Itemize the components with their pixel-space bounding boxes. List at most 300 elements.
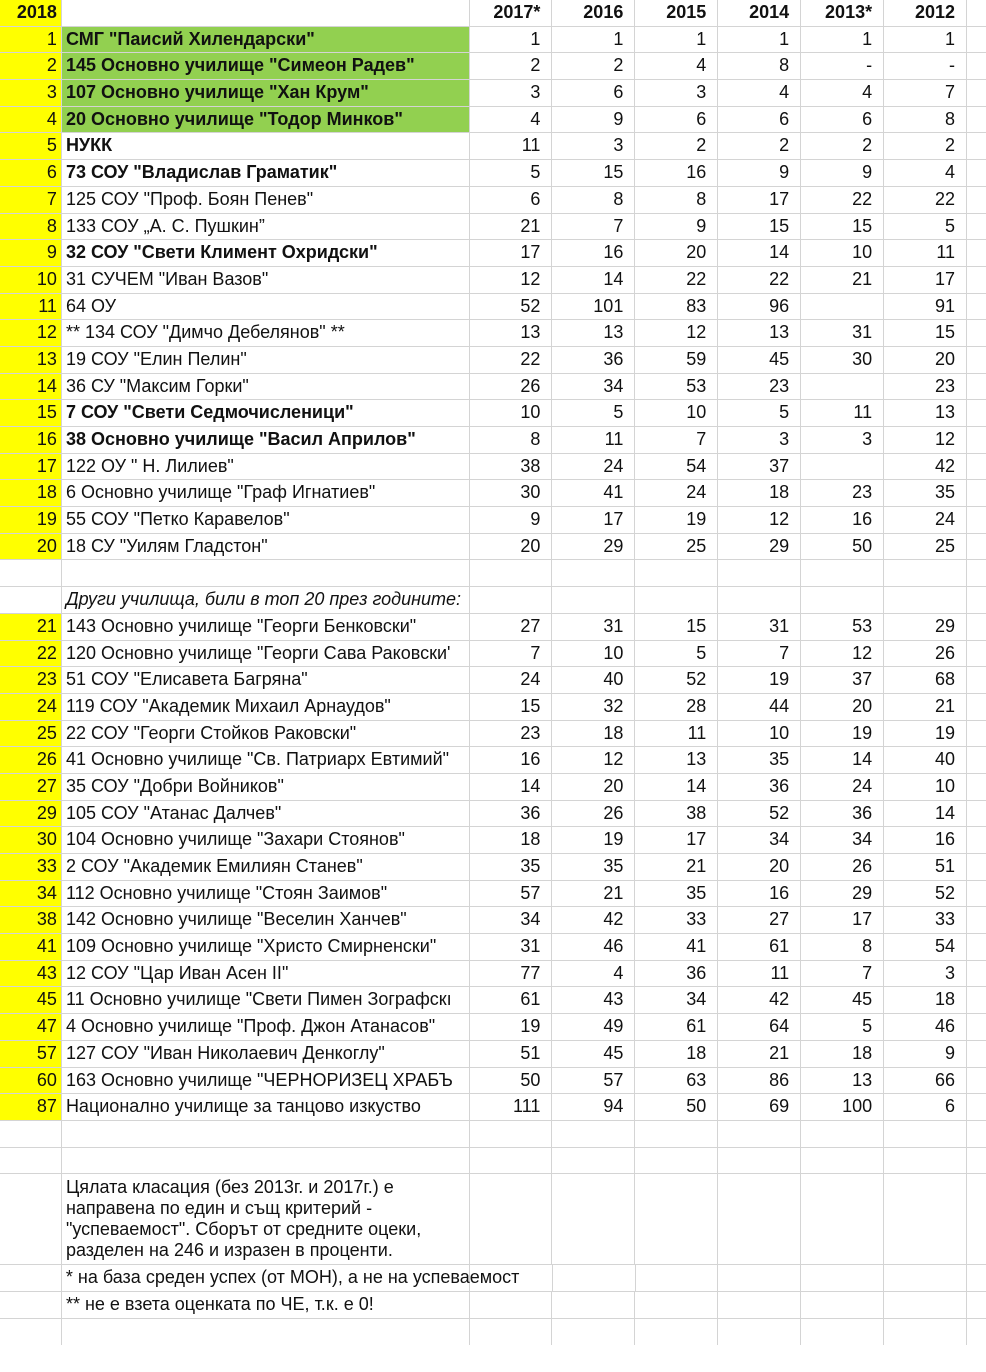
school-name-cell[interactable]: 12 СОУ "Цар Иван Асен II" [62,961,470,987]
rank-2014-cell[interactable]: 96 [718,294,801,320]
rank-2016-cell[interactable]: 6 [552,80,635,106]
rank-cell[interactable]: 1 [0,27,62,53]
rank-cell[interactable]: 14 [0,374,62,400]
rank-2013-cell[interactable]: 45 [801,987,884,1013]
rank-2012-cell[interactable]: 8 [884,107,967,133]
rank-cell[interactable]: 27 [0,774,62,800]
empty-cell[interactable] [635,1174,718,1264]
rank-2014-cell[interactable]: 23 [718,374,801,400]
empty-cell[interactable] [967,694,986,720]
rank-2014-cell[interactable]: 18 [718,480,801,506]
rank-2017-cell[interactable]: 77 [470,961,553,987]
rank-2017-cell[interactable]: 34 [470,907,553,933]
rank-2013-cell[interactable]: 13 [801,1068,884,1094]
empty-cell[interactable] [0,587,62,613]
rank-cell[interactable]: 60 [0,1068,62,1094]
empty-cell[interactable] [967,107,986,133]
methodology-note[interactable]: Цялата класация (без 2013г. и 2017г.) е направена по един и същ критерий - "успеваемост". Сборът от средните оцеки, разделен на 246 и изразен в проценти. [62,1174,470,1264]
rank-2012-cell[interactable]: 40 [884,747,967,773]
rank-2015-cell[interactable]: 18 [635,1041,718,1067]
school-name-cell[interactable]: 125 СОУ "Проф. Боян Пенев" [62,187,470,213]
empty-cell[interactable] [967,827,986,853]
school-name-cell[interactable]: 104 Основно училище "Захари Стоянов" [62,827,470,853]
rank-2012-cell[interactable]: 14 [884,801,967,827]
rank-2016-cell[interactable]: 32 [552,694,635,720]
rank-2014-cell[interactable]: 2 [718,133,801,159]
rank-2015-cell[interactable]: 54 [635,454,718,480]
school-name-cell[interactable]: 6 Основно училище "Граф Игнатиев" [62,480,470,506]
empty-cell[interactable] [0,1265,62,1291]
rank-2014-cell[interactable]: 14 [718,240,801,266]
rank-cell[interactable]: 29 [0,801,62,827]
rank-2012-cell[interactable]: 68 [884,667,967,693]
rank-2013-cell[interactable]: 8 [801,934,884,960]
empty-cell[interactable] [967,27,986,53]
rank-2013-cell[interactable]: 20 [801,694,884,720]
rank-2012-cell[interactable]: 3 [884,961,967,987]
rank-2016-cell[interactable]: 24 [552,454,635,480]
school-name-cell[interactable]: 107 Основно училище "Хан Крум" [62,80,470,106]
rank-2016-cell[interactable]: 49 [552,1014,635,1040]
rank-2012-cell[interactable]: 1 [884,27,967,53]
rank-2013-cell[interactable]: 53 [801,614,884,640]
rank-2016-cell[interactable]: 10 [552,641,635,667]
rank-2016-cell[interactable]: 4 [552,961,635,987]
school-name-cell[interactable]: НУКК [62,133,470,159]
rank-2017-cell[interactable]: 20 [470,534,553,560]
rank-2012-cell[interactable]: 25 [884,534,967,560]
rank-2012-cell[interactable]: 15 [884,320,967,346]
empty-cell[interactable] [552,1121,635,1147]
col-header-2015[interactable]: 2015 [635,0,718,26]
others-heading[interactable]: Други училища, били в топ 20 през годините: [62,587,470,613]
rank-2013-cell[interactable]: 100 [801,1094,884,1120]
school-name-cell[interactable]: 142 Основно училище "Веселин Ханчев" [62,907,470,933]
empty-cell[interactable] [884,1148,967,1174]
school-name-cell[interactable]: 22 СОУ "Георги Стойков Раковски" [62,721,470,747]
rank-2014-cell[interactable]: 17 [718,187,801,213]
rank-2014-cell[interactable]: 86 [718,1068,801,1094]
rank-2012-cell[interactable]: 18 [884,987,967,1013]
rank-2017-cell[interactable]: 2 [470,53,553,79]
empty-cell[interactable] [967,1292,986,1318]
rank-2015-cell[interactable]: 20 [635,240,718,266]
empty-cell[interactable] [967,881,986,907]
empty-cell[interactable] [718,587,801,613]
empty-cell[interactable] [967,0,986,26]
rank-2014-cell[interactable]: 31 [718,614,801,640]
empty-cell[interactable] [967,294,986,320]
school-name-cell[interactable]: 105 СОУ "Атанас Далчев" [62,801,470,827]
rank-2017-cell[interactable]: 15 [470,694,553,720]
school-name-cell[interactable]: 120 Основно училище "Георги Сава Раковски' [62,641,470,667]
rank-2016-cell[interactable]: 94 [552,1094,635,1120]
empty-cell[interactable] [0,560,62,586]
rank-2015-cell[interactable]: 1 [635,27,718,53]
rank-2016-cell[interactable]: 29 [552,534,635,560]
rank-2017-cell[interactable]: 50 [470,1068,553,1094]
rank-cell[interactable]: 10 [0,267,62,293]
empty-cell[interactable] [552,560,635,586]
empty-cell[interactable] [967,587,986,613]
school-name-cell[interactable]: СМГ "Паисий Хилендарски" [62,27,470,53]
rank-cell[interactable]: 25 [0,721,62,747]
rank-2016-cell[interactable]: 101 [552,294,635,320]
rank-2013-cell[interactable] [801,294,884,320]
rank-2013-cell[interactable]: 9 [801,160,884,186]
empty-cell[interactable] [553,1265,636,1291]
school-name-cell[interactable]: 133 СОУ „А. С. Пушкин” [62,214,470,240]
rank-2013-cell[interactable]: 2 [801,133,884,159]
empty-cell[interactable] [967,53,986,79]
empty-cell[interactable] [967,267,986,293]
rank-cell[interactable]: 87 [0,1094,62,1120]
school-name-cell[interactable]: 36 СУ "Максим Горки" [62,374,470,400]
empty-cell[interactable] [718,1292,801,1318]
rank-2016-cell[interactable]: 21 [552,881,635,907]
empty-cell[interactable] [967,560,986,586]
rank-2015-cell[interactable]: 9 [635,214,718,240]
rank-2012-cell[interactable]: 24 [884,507,967,533]
rank-2016-cell[interactable]: 26 [552,801,635,827]
rank-cell[interactable]: 2 [0,53,62,79]
empty-cell[interactable] [884,587,967,613]
empty-cell[interactable] [967,133,986,159]
rank-2014-cell[interactable]: 37 [718,454,801,480]
empty-cell[interactable] [718,1148,801,1174]
rank-2012-cell[interactable]: 66 [884,1068,967,1094]
empty-cell[interactable] [470,1121,553,1147]
rank-2012-cell[interactable]: 17 [884,267,967,293]
rank-2013-cell[interactable]: 26 [801,854,884,880]
school-name-cell[interactable]: 143 Основно училище "Георги Бенковски" [62,614,470,640]
empty-cell[interactable] [967,1148,986,1174]
school-name-cell[interactable]: 4 Основно училище "Проф. Джон Атанасов" [62,1014,470,1040]
school-name-cell[interactable]: 32 СОУ "Свети Климент Охридски" [62,240,470,266]
rank-2013-cell[interactable]: 12 [801,641,884,667]
rank-2012-cell[interactable]: 21 [884,694,967,720]
empty-cell[interactable] [884,1121,967,1147]
empty-cell[interactable] [967,214,986,240]
rank-cell[interactable]: 11 [0,294,62,320]
rank-2016-cell[interactable]: 18 [552,721,635,747]
empty-cell[interactable] [552,1292,635,1318]
rank-2014-cell[interactable]: 64 [718,1014,801,1040]
rank-2013-cell[interactable]: 15 [801,214,884,240]
rank-2013-cell[interactable]: 17 [801,907,884,933]
empty-cell[interactable] [635,1292,718,1318]
rank-2017-cell[interactable]: 31 [470,934,553,960]
rank-2014-cell[interactable]: 42 [718,987,801,1013]
rank-2015-cell[interactable]: 63 [635,1068,718,1094]
school-name-cell[interactable]: 127 СОУ "Иван Николаевич Денкоглу" [62,1041,470,1067]
rank-2016-cell[interactable]: 14 [552,267,635,293]
rank-2014-cell[interactable]: 9 [718,160,801,186]
rank-2015-cell[interactable]: 83 [635,294,718,320]
empty-cell[interactable] [967,374,986,400]
rank-2017-cell[interactable]: 11 [470,133,553,159]
rank-2016-cell[interactable]: 57 [552,1068,635,1094]
empty-cell[interactable] [967,534,986,560]
empty-cell[interactable] [967,614,986,640]
empty-cell[interactable] [801,1319,884,1346]
rank-2016-cell[interactable]: 9 [552,107,635,133]
rank-2014-cell[interactable]: 61 [718,934,801,960]
rank-2012-cell[interactable]: 13 [884,400,967,426]
rank-cell[interactable]: 19 [0,507,62,533]
empty-cell[interactable] [62,1121,470,1147]
rank-cell[interactable]: 38 [0,907,62,933]
empty-cell[interactable] [967,747,986,773]
empty-cell[interactable] [470,1319,553,1346]
rank-2014-cell[interactable]: 3 [718,427,801,453]
rank-2012-cell[interactable]: 29 [884,614,967,640]
school-name-cell[interactable]: 119 СОУ "Академик Михаил Арнаудов" [62,694,470,720]
rank-2015-cell[interactable]: 16 [635,160,718,186]
rank-2015-cell[interactable]: 12 [635,320,718,346]
rank-2017-cell[interactable]: 51 [470,1041,553,1067]
empty-cell[interactable] [967,934,986,960]
rank-2015-cell[interactable]: 22 [635,267,718,293]
empty-cell[interactable] [635,1319,718,1346]
rank-2012-cell[interactable]: - [884,53,967,79]
school-name-cell[interactable]: 64 ОУ [62,294,470,320]
rank-2014-cell[interactable]: 36 [718,774,801,800]
rank-2017-cell[interactable]: 5 [470,160,553,186]
empty-cell[interactable] [801,1292,884,1318]
rank-2014-cell[interactable]: 20 [718,854,801,880]
rank-2012-cell[interactable]: 46 [884,1014,967,1040]
empty-cell[interactable] [967,721,986,747]
rank-2012-cell[interactable]: 52 [884,881,967,907]
school-name-cell[interactable]: 38 Основно училище "Васил Априлов" [62,427,470,453]
rank-2016-cell[interactable]: 11 [552,427,635,453]
rank-cell[interactable]: 20 [0,534,62,560]
rank-2015-cell[interactable]: 3 [635,80,718,106]
empty-cell[interactable] [0,1319,62,1346]
empty-cell[interactable] [470,560,553,586]
empty-cell[interactable] [801,587,884,613]
rank-2013-cell[interactable]: 7 [801,961,884,987]
school-name-cell[interactable]: 11 Основно училище "Свети Пимен Зографскı [62,987,470,1013]
empty-cell[interactable] [801,1265,884,1291]
rank-2012-cell[interactable]: 10 [884,774,967,800]
rank-2016-cell[interactable]: 43 [552,987,635,1013]
rank-2013-cell[interactable]: 5 [801,1014,884,1040]
rank-2016-cell[interactable]: 41 [552,480,635,506]
rank-2012-cell[interactable]: 22 [884,187,967,213]
rank-2012-cell[interactable]: 7 [884,80,967,106]
rank-2013-cell[interactable]: 24 [801,774,884,800]
school-name-cell[interactable]: 18 СУ "Уилям Гладстон" [62,534,470,560]
rank-2013-cell[interactable]: 18 [801,1041,884,1067]
empty-cell[interactable] [967,854,986,880]
school-name-cell[interactable]: 145 Основно училище "Симеон Радев" [62,53,470,79]
rank-2016-cell[interactable]: 42 [552,907,635,933]
rank-2016-cell[interactable]: 35 [552,854,635,880]
rank-2016-cell[interactable]: 16 [552,240,635,266]
empty-cell[interactable] [801,1148,884,1174]
rank-2012-cell[interactable]: 54 [884,934,967,960]
rank-2014-cell[interactable]: 19 [718,667,801,693]
rank-2014-cell[interactable]: 13 [718,320,801,346]
empty-cell[interactable] [0,1292,62,1318]
rank-2014-cell[interactable]: 1 [718,27,801,53]
empty-cell[interactable] [884,1174,967,1264]
rank-2016-cell[interactable]: 34 [552,374,635,400]
rank-2015-cell[interactable]: 38 [635,801,718,827]
rank-2017-cell[interactable]: 35 [470,854,553,880]
empty-cell[interactable] [967,1319,986,1346]
school-name-cell[interactable]: 112 Основно училище "Стоян Заимов" [62,881,470,907]
rank-2012-cell[interactable]: 42 [884,454,967,480]
rank-2016-cell[interactable]: 45 [552,1041,635,1067]
rank-2017-cell[interactable]: 13 [470,320,553,346]
rank-2014-cell[interactable]: 5 [718,400,801,426]
rank-2013-cell[interactable]: 36 [801,801,884,827]
empty-cell[interactable] [884,560,967,586]
rank-2015-cell[interactable]: 21 [635,854,718,880]
empty-cell[interactable] [967,187,986,213]
empty-cell[interactable] [552,1174,635,1264]
rank-2013-cell[interactable]: 22 [801,187,884,213]
rank-cell[interactable]: 5 [0,133,62,159]
rank-2012-cell[interactable]: 20 [884,347,967,373]
rank-2015-cell[interactable]: 4 [635,53,718,79]
rank-year-header[interactable]: 2018 [0,0,62,26]
rank-2014-cell[interactable]: 21 [718,1041,801,1067]
rank-2017-cell[interactable]: 12 [470,267,553,293]
empty-cell[interactable] [884,1319,967,1346]
school-name-cell[interactable]: 41 Основно училище "Св. Патриарх Евтимий" [62,747,470,773]
col-header-2014[interactable]: 2014 [718,0,801,26]
rank-2017-cell[interactable]: 16 [470,747,553,773]
rank-2017-cell[interactable]: 52 [470,294,553,320]
rank-2015-cell[interactable]: 8 [635,187,718,213]
school-name-cell[interactable]: 55 СОУ "Петко Каравелов" [62,507,470,533]
rank-2015-cell[interactable]: 33 [635,907,718,933]
rank-2016-cell[interactable]: 1 [552,27,635,53]
rank-2013-cell[interactable]: 1 [801,27,884,53]
empty-cell[interactable] [718,1121,801,1147]
empty-cell[interactable] [967,987,986,1013]
rank-cell[interactable]: 43 [0,961,62,987]
rank-2014-cell[interactable]: 15 [718,214,801,240]
rank-2014-cell[interactable]: 35 [718,747,801,773]
empty-cell[interactable] [967,320,986,346]
empty-cell[interactable] [0,1121,62,1147]
empty-cell[interactable] [967,1014,986,1040]
rank-cell[interactable]: 57 [0,1041,62,1067]
rank-2017-cell[interactable]: 21 [470,214,553,240]
school-name-cell[interactable]: ** 134 СОУ "Димчо Дебелянов" ** [62,320,470,346]
empty-cell[interactable] [801,1121,884,1147]
rank-cell[interactable]: 41 [0,934,62,960]
rank-2017-cell[interactable]: 6 [470,187,553,213]
rank-2013-cell[interactable]: 19 [801,721,884,747]
rank-2016-cell[interactable]: 20 [552,774,635,800]
empty-cell[interactable] [552,587,635,613]
school-name-cell[interactable]: 2 СОУ "Академик Емилиян Станев" [62,854,470,880]
rank-2016-cell[interactable]: 3 [552,133,635,159]
empty-cell[interactable] [0,1148,62,1174]
school-name-cell[interactable]: 31 СУЧЕМ "Иван Вазов" [62,267,470,293]
rank-2014-cell[interactable]: 8 [718,53,801,79]
rank-2013-cell[interactable] [801,374,884,400]
rank-2015-cell[interactable]: 17 [635,827,718,853]
rank-2012-cell[interactable]: 19 [884,721,967,747]
rank-2014-cell[interactable]: 34 [718,827,801,853]
rank-2014-cell[interactable]: 7 [718,641,801,667]
rank-2014-cell[interactable]: 22 [718,267,801,293]
rank-2012-cell[interactable]: 12 [884,427,967,453]
rank-2017-cell[interactable]: 19 [470,1014,553,1040]
rank-2016-cell[interactable]: 31 [552,614,635,640]
rank-2015-cell[interactable]: 28 [635,694,718,720]
rank-2015-cell[interactable]: 41 [635,934,718,960]
empty-cell[interactable] [0,1174,62,1264]
rank-cell[interactable]: 17 [0,454,62,480]
rank-2016-cell[interactable]: 5 [552,400,635,426]
rank-2015-cell[interactable]: 2 [635,133,718,159]
empty-cell[interactable] [718,1174,801,1264]
rank-cell[interactable]: 7 [0,187,62,213]
empty-cell[interactable] [718,1319,801,1346]
rank-2013-cell[interactable]: 4 [801,80,884,106]
col-header-2012[interactable]: 2012 [884,0,967,26]
empty-cell[interactable] [552,1148,635,1174]
empty-cell[interactable] [636,1265,719,1291]
rank-2017-cell[interactable]: 24 [470,667,553,693]
rank-2015-cell[interactable]: 34 [635,987,718,1013]
rank-cell[interactable]: 8 [0,214,62,240]
empty-cell[interactable] [967,961,986,987]
rank-2016-cell[interactable]: 17 [552,507,635,533]
rank-2012-cell[interactable]: 4 [884,160,967,186]
col-header-2013[interactable]: 2013* [801,0,884,26]
rank-2014-cell[interactable]: 69 [718,1094,801,1120]
rank-2014-cell[interactable]: 16 [718,881,801,907]
rank-2013-cell[interactable] [801,454,884,480]
rank-2012-cell[interactable]: 33 [884,907,967,933]
rank-2017-cell[interactable]: 8 [470,427,553,453]
rank-2017-cell[interactable]: 27 [470,614,553,640]
rank-2017-cell[interactable]: 61 [470,987,553,1013]
rank-2012-cell[interactable]: 11 [884,240,967,266]
rank-2017-cell[interactable]: 36 [470,801,553,827]
empty-cell[interactable] [62,1148,470,1174]
rank-2015-cell[interactable]: 53 [635,374,718,400]
rank-cell[interactable]: 22 [0,641,62,667]
rank-2012-cell[interactable]: 35 [884,480,967,506]
rank-2013-cell[interactable]: 10 [801,240,884,266]
rank-2015-cell[interactable]: 61 [635,1014,718,1040]
empty-cell[interactable] [967,1121,986,1147]
empty-cell[interactable] [967,480,986,506]
empty-cell[interactable] [718,560,801,586]
school-name-cell[interactable]: 73 СОУ "Владислав Граматик" [62,160,470,186]
rank-2014-cell[interactable]: 29 [718,534,801,560]
rank-2015-cell[interactable]: 6 [635,107,718,133]
rank-2017-cell[interactable]: 38 [470,454,553,480]
school-name-cell[interactable]: 51 СОУ "Елисавета Багряна" [62,667,470,693]
rank-2014-cell[interactable]: 11 [718,961,801,987]
rank-2014-cell[interactable]: 27 [718,907,801,933]
rank-cell[interactable]: 3 [0,80,62,106]
rank-2015-cell[interactable]: 11 [635,721,718,747]
rank-2016-cell[interactable]: 19 [552,827,635,853]
rank-2015-cell[interactable]: 50 [635,1094,718,1120]
